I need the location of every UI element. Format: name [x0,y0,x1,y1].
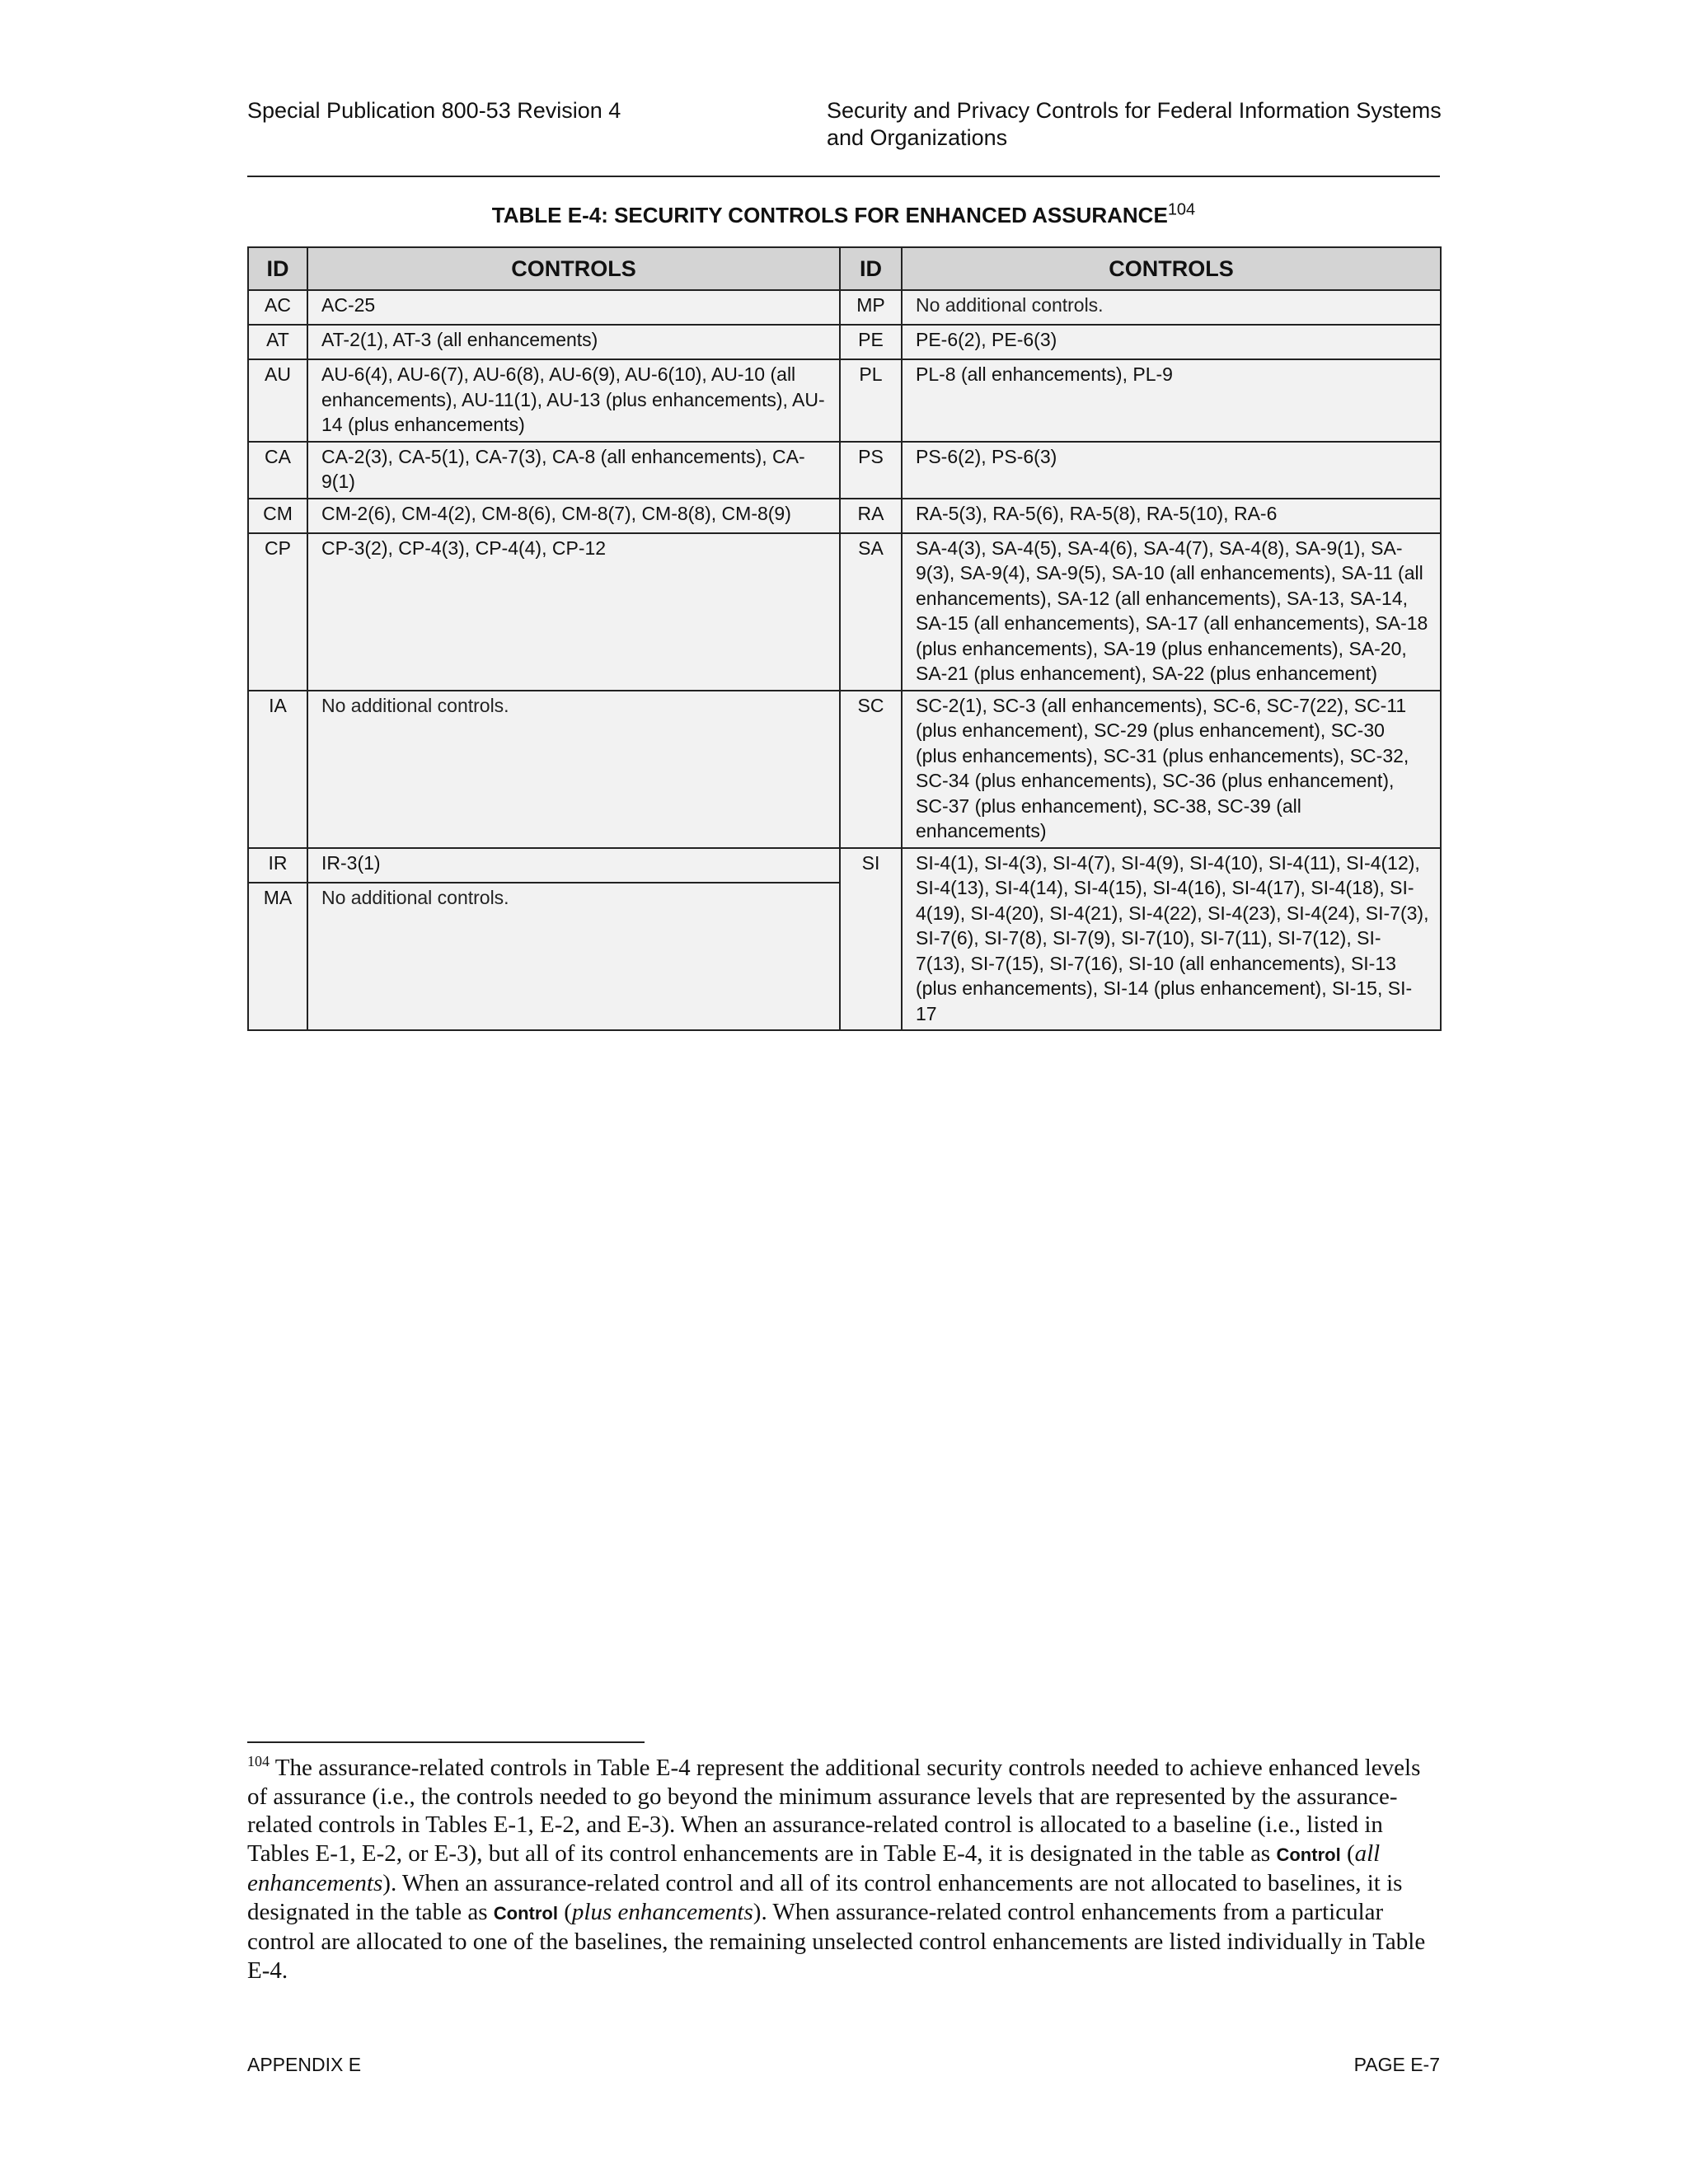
header-divider [247,176,1440,177]
family-controls: AU-6(4), AU-6(7), AU-6(8), AU-6(9), AU-6(10), AU-10 (all enhancements), AU-11(1), AU-13 (plus enhancements), AU-14 (plus enhancements) [307,359,840,442]
family-id: SI [840,848,902,1031]
family-controls: CP-3(2), CP-4(3), CP-4(4), CP-12 [307,533,840,691]
table-title [247,201,1440,229]
table-row [248,533,1441,691]
family-controls: IR-3(1) [307,848,840,883]
header-publication: Special Publication 800-53 Revision 4 [247,98,621,123]
family-controls: CM-2(6), CM-4(2), CM-8(6), CM-8(7), CM-8(8), CM-8(9) [307,499,840,533]
family-id: CA [248,442,307,499]
column-header-controls: CONTROLS [902,247,1441,290]
footnote-text: . When an assurance-related control and all of its control enhancements are not allocated to baselines, it is designated in the table as [247,1870,1403,1925]
family-controls: No additional controls. [307,883,840,1031]
footnote-keyword: Control [1276,1844,1341,1865]
family-controls: AT-2(1), AT-3 (all enhancements) [307,325,840,359]
family-controls: PS-6(2), PS-6(3) [902,442,1441,499]
footer-appendix: APPENDIX E [247,2054,362,2075]
footnote-text: The assurance-related controls in Table E-4 represent the additional security controls needed to achieve enhanced levels of assurance (i.e., the controls needed to go beyond the minimum assurance levels that are represented by the assurance-related controls in Tables E-1, E-2, and E-3). When an assurance-related control is allocated to a baseline (i.e., listed in Tables E-1, E-2, or E-3), but all of its control enhancements are in Table E-4, it is designated in the table as [247,1755,1421,1867]
family-controls: PL-8 (all enhancements), PL-9 [902,359,1441,442]
family-id: CM [248,499,307,533]
footer-page-number: PAGE E-7 [1353,2054,1440,2075]
family-id: CP [248,533,307,691]
family-controls: CA-2(3), CA-5(1), CA-7(3), CA-8 (all enhancements), CA-9(1) [307,442,840,499]
family-controls: AC-25 [307,290,840,325]
table-row [248,290,1441,325]
family-controls: SA-4(3), SA-4(5), SA-4(6), SA-4(7), SA-4(8), SA-9(1), SA-9(3), SA-9(4), SA-9(5), SA-10 (all enhancements), SA-11 (all enhancements), SA-12 (all enhancements), SA-13, SA-14, SA-15 (all enhancements), SA-17 (all enhancements), SA-18 (plus enhancements), SA-19 (plus enhancements), SA-20, SA-21 (plus enhancement), SA-22 (plus enhancement) [902,533,1441,691]
table-row [248,359,1441,442]
family-id: PS [840,442,902,499]
table-row [248,499,1441,533]
column-header-id: ID [840,247,902,290]
family-id: RA [840,499,902,533]
footnote-divider [247,1741,645,1743]
family-controls: SC-2(1), SC-3 (all enhancements), SC-6, SC-7(22), SC-11 (plus enhancement), SC-29 (plus enhancement), SC-30 (plus enhancements), SC-31 (plus enhancements), SC-32, SC-34 (plus enhancements), SC-36 (plus enhancement), SC-37 (plus enhancement), SC-38, SC-39 (all enhancements) [902,691,1441,848]
table-header-row [248,247,1441,290]
family-id: MP [840,290,902,325]
footnote-number: 104 [247,1753,270,1769]
family-controls: No additional controls. [307,691,840,848]
table-title-text: TABLE E-4: SECURITY CONTROLS FOR ENHANCED ASSURANCE [491,203,1168,227]
family-controls: PE-6(2), PE-6(3) [902,325,1441,359]
family-id: AU [248,359,307,442]
family-id: PL [840,359,902,442]
family-controls: RA-5(3), RA-5(6), RA-5(8), RA-5(10), RA-6 [902,499,1441,533]
table-footnote-ref: 104 [1167,200,1196,219]
table-row [248,848,1441,883]
family-id: MA [248,883,307,1031]
family-id: IR [248,848,307,883]
controls-table [247,246,1442,1031]
family-controls: No additional controls. [902,290,1441,325]
header-document-title: Security and Privacy Controls for Federal Information Systems and Organizations [827,98,1442,150]
family-id: SA [840,533,902,691]
family-id: AC [248,290,307,325]
family-controls: SI-4(1), SI-4(3), SI-4(7), SI-4(9), SI-4(10), SI-4(11), SI-4(12), SI-4(13), SI-4(14), SI-4(15), SI-4(16), SI-4(17), SI-4(18), SI-4(19), SI-4(20), SI-4(21), SI-4(22), SI-4(23), SI-4(24), SI-7(3), SI-7(6), SI-7(8), SI-7(9), SI-7(10), SI-7(11), SI-7(12), SI-7(13), SI-7(15), SI-7(16), SI-10 (all enhancements), SI-13 (plus enhancements), SI-14 (plus enhancement), SI-15, SI-17 [902,848,1441,1031]
footnote-keyword: Control [493,1902,558,1924]
family-id: AT [248,325,307,359]
family-id: SC [840,691,902,848]
footnote: $^{104}$ The assurance-related controls in Table E-4 represent the additional security controls needed to achieve enhanced levels of assurance (i.e., the controls needed to go beyond the minimum assurance levels that are represented by the assurance-related controls in Tables E-1, E-2, and E-3). When an assurance-related control is allocated to a baseline (i.e., listed in Tables E-1, E-2, or E-3), but all of its control enhancements are in Table E-4, it is designated in the table as Control (all enhancements). When an assurance-related control and all of its control enhancements are not allocated to baselines, it is designated in the table as Control (plus enhancements). When assurance-related control enhancements from a particular control are allocated to one of the baselines, the remaining unselected control enhancements are listed individually in Table E-4. [247,1753,1426,1984]
footnote-text: . When assurance-related control enhancements from a particular control are allocated to one of the baselines, the remaining unselected control enhancements are listed individually in Table E-4. [247,1898,1426,1984]
column-header-controls: CONTROLS [307,247,840,290]
table-row [248,691,1441,848]
family-id: PE [840,325,902,359]
footnote-emphasis: plus enhancements [571,1898,753,1925]
table-row [248,442,1441,499]
family-id: IA [248,691,307,848]
table-row [248,325,1441,359]
column-header-id: ID [248,247,307,290]
footnote-emphasis: all enhancements [247,1840,1381,1896]
